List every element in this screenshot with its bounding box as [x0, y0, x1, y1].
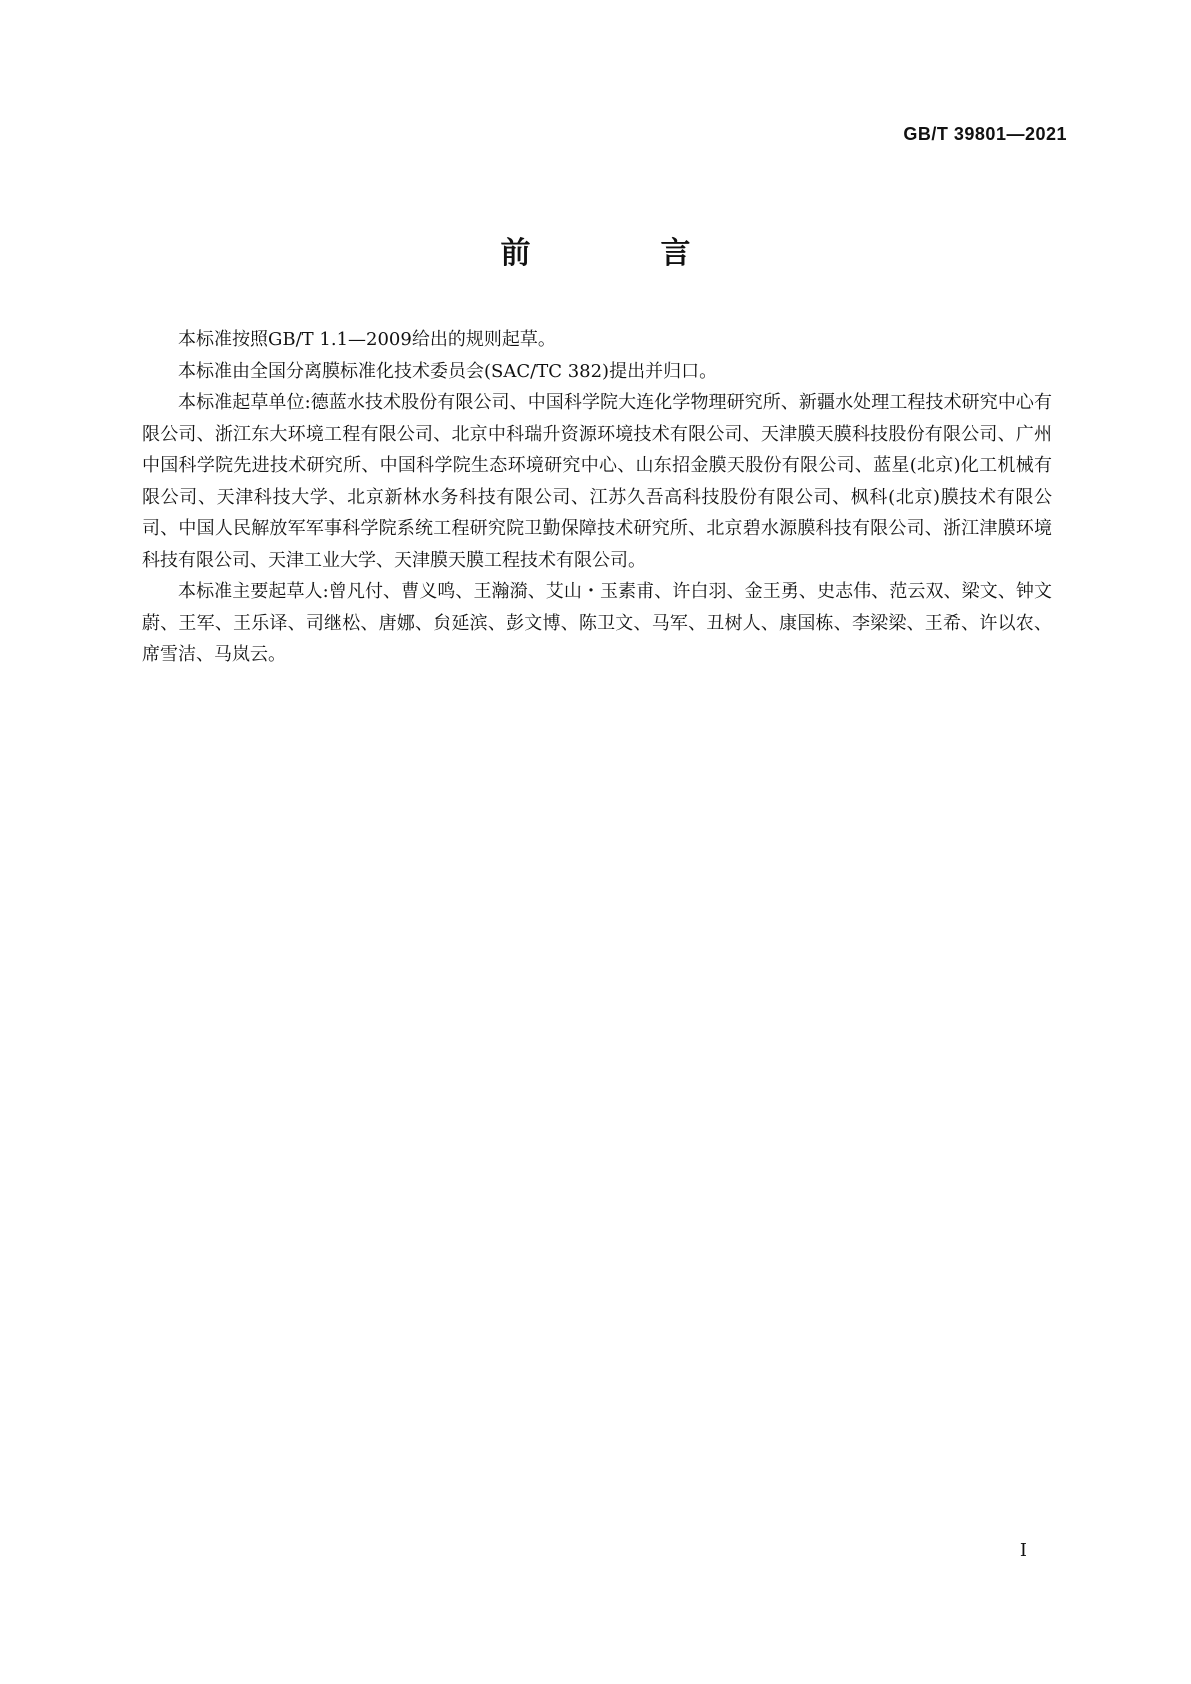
- page-number: I: [1019, 1540, 1027, 1561]
- paragraph-drafting-units: 本标准起草单位:德蓝水技术股份有限公司、中国科学院大连化学物理研究所、新疆水处理工程技术研究中心有限公司、浙江东大环境工程有限公司、北京中科瑞升资源环境技术有限公司、天津膜天膜科技股份有限公司、广州中国科学院先进技术研究所、中国科学院生态环境研究中心、山东招金膜天股份有限公司、蓝星(北京)化工机械有限公司、天津科技大学、北京新林水务科技有限公司、江苏久吾高科技股份有限公司、枫科(北京)膜技术有限公司、中国人民解放军军事科学院系统工程研究院卫勤保障技术研究所、北京碧水源膜科技有限公司、浙江津膜环境科技有限公司、天津工业大学、天津膜天膜工程技术有限公司。: [142, 392, 1052, 571]
- paragraph-proposer: 本标准由全国分离膜标准化技术委员会(SAC/TC 382)提出并归口。: [178, 360, 718, 382]
- page-title: 前 言: [500, 236, 741, 271]
- standard-number: GB/T 39801—2021: [903, 124, 1067, 144]
- foreword-body: [142, 324, 1052, 671]
- paragraph-drafters: 本标准主要起草人:曾凡付、曹义鸣、王瀚漪、艾山・玉素甫、许白羽、金王勇、史志伟、范云双、梁文、钟文蔚、王军、王乐译、司继松、唐娜、贠延滨、彭文博、陈卫文、马军、丑树人、康国栋、李梁梁、王希、许以农、席雪洁、马岚云。: [142, 581, 1052, 665]
- paragraph-drafting-rules: 本标准按照GB/T 1.1—2009给出的规则起草。: [178, 329, 556, 350]
